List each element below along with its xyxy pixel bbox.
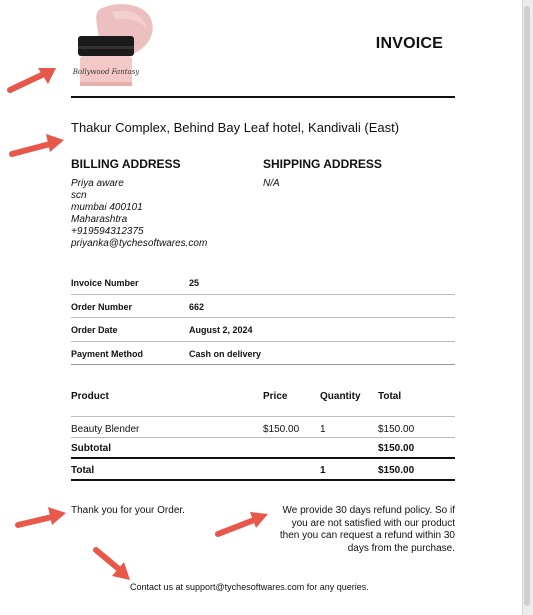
header-quantity: Quantity	[320, 391, 361, 402]
billing-address	[71, 178, 207, 250]
billing-email: priyanka@tychesoftwares.com	[71, 238, 208, 249]
meta-row	[71, 295, 455, 319]
meta-value-order-number: 662	[189, 301, 205, 312]
shipping-line: N/A	[263, 178, 280, 189]
refund-line: We provide 30 days refund policy. So if	[282, 505, 455, 516]
meta-row	[71, 271, 455, 295]
billing-address-heading: BILLING ADDRESS	[71, 157, 181, 171]
refund-line: days from the purchase.	[347, 542, 455, 554]
scrollbar-thumb[interactable]	[524, 6, 530, 606]
store-logo	[72, 2, 156, 90]
total-label: Total	[71, 465, 95, 476]
billing-city: mumbai 400101	[71, 202, 143, 213]
billing-address-line: scn	[71, 190, 87, 201]
annotation-arrow-icon	[90, 544, 134, 582]
contact-info: Contact us at support@tychesoftwares.com for any queries.	[130, 582, 369, 592]
meta-label-order-number: Order Number	[71, 301, 133, 312]
item-product: Beauty Blender	[71, 424, 140, 435]
meta-value-payment-method: Cash on delivery	[189, 348, 262, 359]
annotation-arrow-icon	[6, 64, 60, 94]
billing-phone: +919594312375	[71, 226, 144, 237]
thank-you-note: Thank you for your Order.	[71, 505, 185, 516]
shipping-address	[263, 178, 280, 190]
billing-state: Maharashtra	[71, 214, 128, 225]
total-value: $150.00	[378, 465, 415, 476]
item-quantity: 1	[320, 424, 326, 435]
invoice-title: INVOICE	[375, 35, 443, 52]
items-header-row	[71, 386, 455, 417]
table-row	[71, 417, 455, 438]
meta-row	[71, 342, 455, 366]
order-items-table	[71, 386, 455, 481]
logo-text: Bollywood Fantasy	[72, 68, 140, 76]
annotation-arrow-icon	[14, 505, 68, 531]
item-total: $150.00	[378, 424, 415, 435]
store-address: Thakur Complex, Behind Bay Leaf hotel, Kandivali (East)	[71, 120, 400, 135]
shipping-address-heading: SHIPPING ADDRESS	[263, 157, 382, 171]
refund-line: you are not satisfied with our product	[291, 517, 455, 529]
grand-total-row	[71, 459, 455, 481]
item-price: $150.00	[263, 424, 300, 435]
header-product: Product	[71, 391, 109, 402]
subtotal-value: $150.00	[378, 443, 415, 454]
annotation-arrow-icon	[8, 130, 66, 160]
refund-line: then you can request a refund within 30	[279, 530, 455, 541]
meta-value-order-date: August 2, 2024	[189, 325, 253, 335]
refund-policy	[262, 505, 455, 555]
header-divider	[71, 96, 455, 98]
header-total: Total	[378, 391, 402, 402]
subtotal-row	[71, 438, 455, 459]
meta-value-invoice-number: 25	[189, 278, 200, 288]
subtotal-label: Subtotal	[71, 443, 111, 454]
header-price: Price	[263, 391, 288, 402]
meta-label-payment-method: Payment Method	[71, 348, 144, 359]
invoice-meta-table	[71, 271, 455, 365]
meta-label-invoice-number: Invoice Number	[71, 278, 139, 288]
total-quantity: 1	[320, 465, 326, 476]
meta-label-order-date: Order Date	[71, 325, 118, 335]
billing-name: Priya aware	[71, 178, 124, 189]
meta-row	[71, 318, 455, 342]
annotation-arrow-icon	[214, 508, 270, 538]
